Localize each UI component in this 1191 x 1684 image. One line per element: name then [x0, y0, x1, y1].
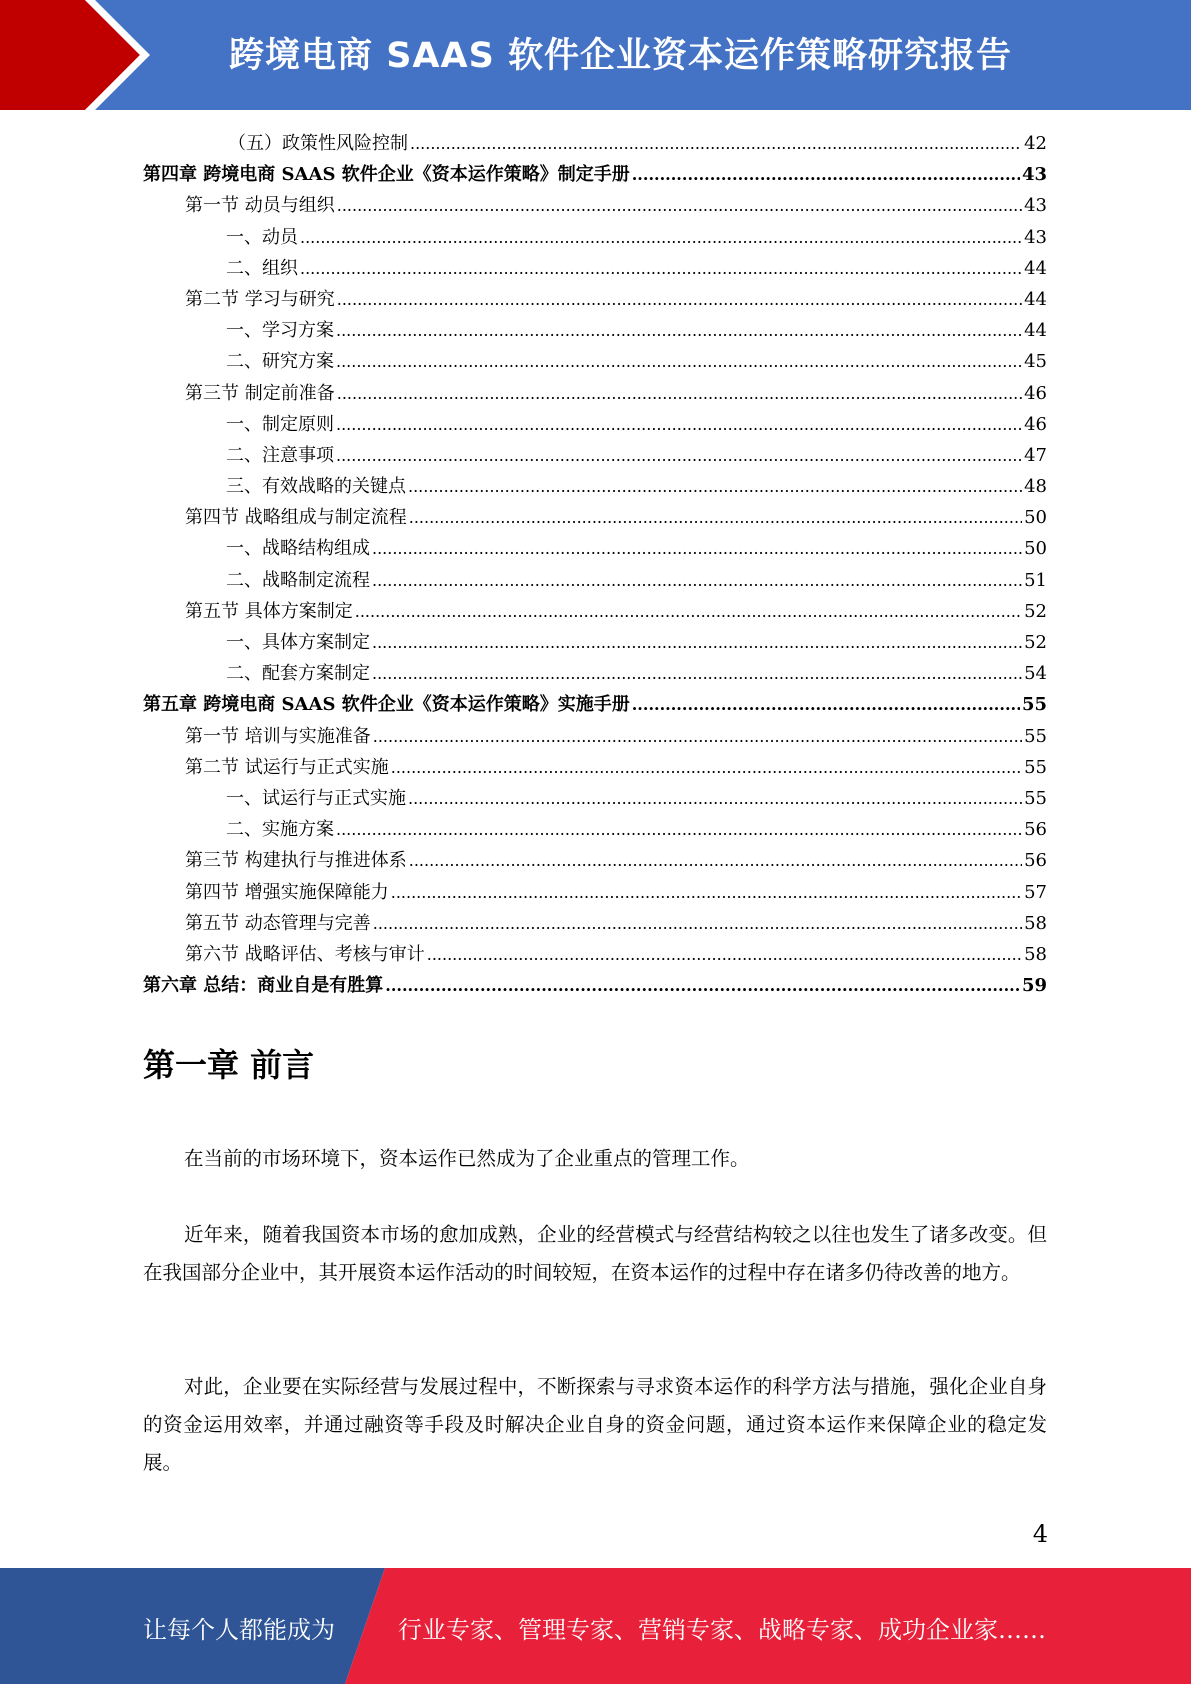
toc-entry-page: 50: [1024, 538, 1047, 560]
toc-entry-page: 55: [1021, 694, 1047, 716]
toc-leader-dots: [385, 970, 1020, 1001]
toc-leader-dots: [632, 159, 1020, 190]
toc-entry-label: 第二节 试运行与正式实施: [185, 756, 389, 778]
toc-entry-label: 第五节 动态管理与完善: [185, 912, 371, 934]
toc-leader-dots: [337, 190, 1022, 221]
toc-leader-dots: [373, 721, 1022, 752]
toc-row[interactable]: [143, 627, 1047, 658]
toc-entry-page: 44: [1024, 257, 1047, 279]
toc-row[interactable]: [143, 471, 1047, 502]
toc-leader-dots: [300, 253, 1022, 284]
toc-entry-page: 59: [1021, 975, 1047, 997]
toc-entry-page: 52: [1024, 600, 1047, 622]
toc-entry-label: 一、具体方案制定: [226, 632, 370, 653]
toc-entry-page: 47: [1024, 444, 1047, 466]
toc-entry-page: 58: [1024, 943, 1047, 965]
toc-leader-dots: [336, 346, 1022, 377]
header-arrow-icon: [0, 0, 150, 110]
toc-entry-page: 51: [1024, 569, 1047, 591]
toc-entry-page: 44: [1024, 288, 1047, 310]
paragraph-3: 对此，企业要在实际经营与发展过程中，不断探索与寻求资本运作的科学方法与措施，强化企业自身的资金运用效率，并通过融资等手段及时解决企业自身的资金问题，通过资本运作来保障企业的稳定发展。: [143, 1375, 1047, 1474]
toc-entry-page: 57: [1024, 881, 1047, 903]
toc-leader-dots: [336, 440, 1022, 471]
toc-entry-label: 第三节 制定前准备: [185, 382, 335, 404]
toc-entry-page: 52: [1024, 632, 1047, 653]
toc-entry-page: 42: [1024, 133, 1047, 154]
toc-leader-dots: [408, 471, 1022, 502]
report-title: 跨境电商 SAAS 软件企业资本运作策略研究报告: [229, 36, 1012, 76]
toc-row[interactable]: [143, 315, 1047, 346]
toc-entry-label: 第四章 跨境电商 SAAS 软件企业《资本运作策略》制定手册: [143, 164, 630, 186]
toc-entry-label: 二、实施方案: [226, 819, 334, 841]
toc-entry-label: 第五节 具体方案制定: [185, 600, 353, 622]
toc-entry-page: 50: [1024, 507, 1047, 529]
toc-entry-label: 一、制定原则: [226, 413, 334, 435]
toc-entry-label: 第六节 战略评估、考核与审计: [185, 943, 425, 965]
toc-entry-page: 56: [1024, 819, 1047, 841]
toc-row[interactable]: [143, 378, 1047, 409]
toc-entry-page: 54: [1024, 663, 1047, 685]
toc-entry-page: 43: [1021, 164, 1047, 186]
toc-leader-dots: [336, 409, 1022, 440]
toc-entry-page: 46: [1024, 413, 1047, 435]
footer-slogan-left: 让每个人都能成为: [143, 1616, 335, 1644]
toc-leader-dots: [408, 783, 1022, 814]
toc-leader-dots: [391, 877, 1022, 908]
toc-leader-dots: [336, 315, 1022, 346]
toc-leader-dots: [632, 689, 1020, 720]
toc-entry-label: 二、战略制定流程: [226, 569, 370, 591]
toc-row[interactable]: [143, 565, 1047, 596]
toc-row[interactable]: [143, 908, 1047, 939]
toc-entry-label: 一、动员: [226, 226, 298, 248]
toc-leader-dots: [373, 908, 1022, 939]
toc-row[interactable]: [143, 190, 1047, 221]
toc-entry-label: 二、注意事项: [226, 444, 334, 466]
toc-chapter-row[interactable]: [143, 970, 1047, 1001]
page-number: 4: [1032, 1520, 1048, 1548]
page-header: [0, 0, 1191, 110]
toc-row[interactable]: [143, 752, 1047, 783]
toc-row[interactable]: [143, 128, 1047, 159]
toc-entry-page: 45: [1024, 351, 1047, 373]
toc-row[interactable]: [143, 346, 1047, 377]
toc-entry-label: 三、有效战略的关键点: [226, 476, 406, 498]
toc-entry-page: 58: [1024, 912, 1047, 934]
toc-leader-dots: [336, 814, 1022, 845]
toc-row[interactable]: [143, 721, 1047, 752]
toc-row[interactable]: [143, 845, 1047, 876]
toc-chapter-row[interactable]: [143, 159, 1047, 190]
toc-entry-page: 56: [1024, 850, 1047, 872]
chapter-heading: 第一章 前言: [143, 1046, 315, 1084]
toc-row[interactable]: [143, 502, 1047, 533]
toc-entry-label: 第四节 增强实施保障能力: [185, 881, 389, 903]
toc-entry-label: 二、组织: [226, 257, 298, 279]
toc-entry-page: 43: [1024, 226, 1047, 248]
toc-leader-dots: [409, 502, 1022, 533]
toc-leader-dots: [372, 627, 1022, 658]
toc-entry-page: 55: [1024, 725, 1047, 747]
toc-entry-label: 第二节 学习与研究: [185, 288, 335, 310]
toc-entry-label: 第一节 动员与组织: [185, 195, 335, 217]
toc-entry-label: 第三节 构建执行与推进体系: [185, 850, 407, 872]
toc-entry-page: 44: [1024, 320, 1047, 342]
toc-row[interactable]: [143, 440, 1047, 471]
toc-row[interactable]: [143, 783, 1047, 814]
toc-entry-page: 55: [1024, 787, 1047, 809]
page-footer: [0, 1568, 1191, 1684]
toc-entry-label: 二、配套方案制定: [226, 663, 370, 685]
toc-entry-label: 一、战略结构组成: [226, 538, 370, 560]
toc-row[interactable]: [143, 284, 1047, 315]
toc-leader-dots: [410, 128, 1022, 159]
toc-leader-dots: [355, 596, 1022, 627]
toc-entry-label: 第四节 战略组成与制定流程: [185, 507, 407, 529]
toc-entry-page: 48: [1024, 476, 1047, 498]
toc-row[interactable]: [143, 222, 1047, 253]
toc-entry-page: 46: [1024, 382, 1047, 404]
toc-entry-label: 一、学习方案: [226, 320, 334, 342]
toc-row[interactable]: [143, 658, 1047, 689]
toc-leader-dots: [372, 533, 1022, 564]
toc-entry-label: 第六章 总结：商业自是有胜算: [143, 975, 384, 997]
toc-row[interactable]: [143, 814, 1047, 845]
toc-leader-dots: [391, 752, 1022, 783]
toc-entry-label: 一、试运行与正式实施: [226, 787, 406, 809]
toc-chapter-row[interactable]: [143, 689, 1047, 720]
toc-entry-label: 第一节 培训与实施准备: [185, 725, 371, 747]
toc-entry-page: 43: [1024, 195, 1047, 217]
toc-leader-dots: [300, 222, 1022, 253]
toc-entry-label: 二、研究方案: [226, 351, 334, 373]
toc-row[interactable]: [143, 253, 1047, 284]
toc-leader-dots: [337, 284, 1022, 315]
toc-entry-page: 55: [1024, 756, 1047, 778]
toc-row[interactable]: [143, 877, 1047, 908]
toc-row[interactable]: [143, 409, 1047, 440]
toc-leader-dots: [337, 378, 1022, 409]
toc-entry-label: （五）政策性风险控制: [228, 133, 408, 154]
toc-leader-dots: [409, 845, 1022, 876]
table-of-contents: [143, 128, 1047, 1001]
toc-leader-dots: [427, 939, 1022, 970]
footer-slogan-right: 行业专家、管理专家、营销专家、战略专家、成功企业家……: [398, 1616, 1046, 1644]
paragraph-2: 近年来，随着我国资本市场的愈加成熟，企业的经营模式与经营结构较之以往也发生了诸多改变。但在我国部分企业中，其开展资本运作活动的时间较短，在资本运作的过程中存在诸多仍待改善的地方。: [143, 1223, 1047, 1284]
paragraph-1: 在当前的市场环境下，资本运作已然成为了企业重点的管理工作。: [184, 1147, 750, 1170]
toc-row[interactable]: [143, 939, 1047, 970]
toc-row[interactable]: [143, 596, 1047, 627]
toc-leader-dots: [372, 565, 1022, 596]
toc-leader-dots: [372, 658, 1022, 689]
toc-entry-label: 第五章 跨境电商 SAAS 软件企业《资本运作策略》实施手册: [143, 694, 630, 716]
toc-row[interactable]: [143, 533, 1047, 564]
